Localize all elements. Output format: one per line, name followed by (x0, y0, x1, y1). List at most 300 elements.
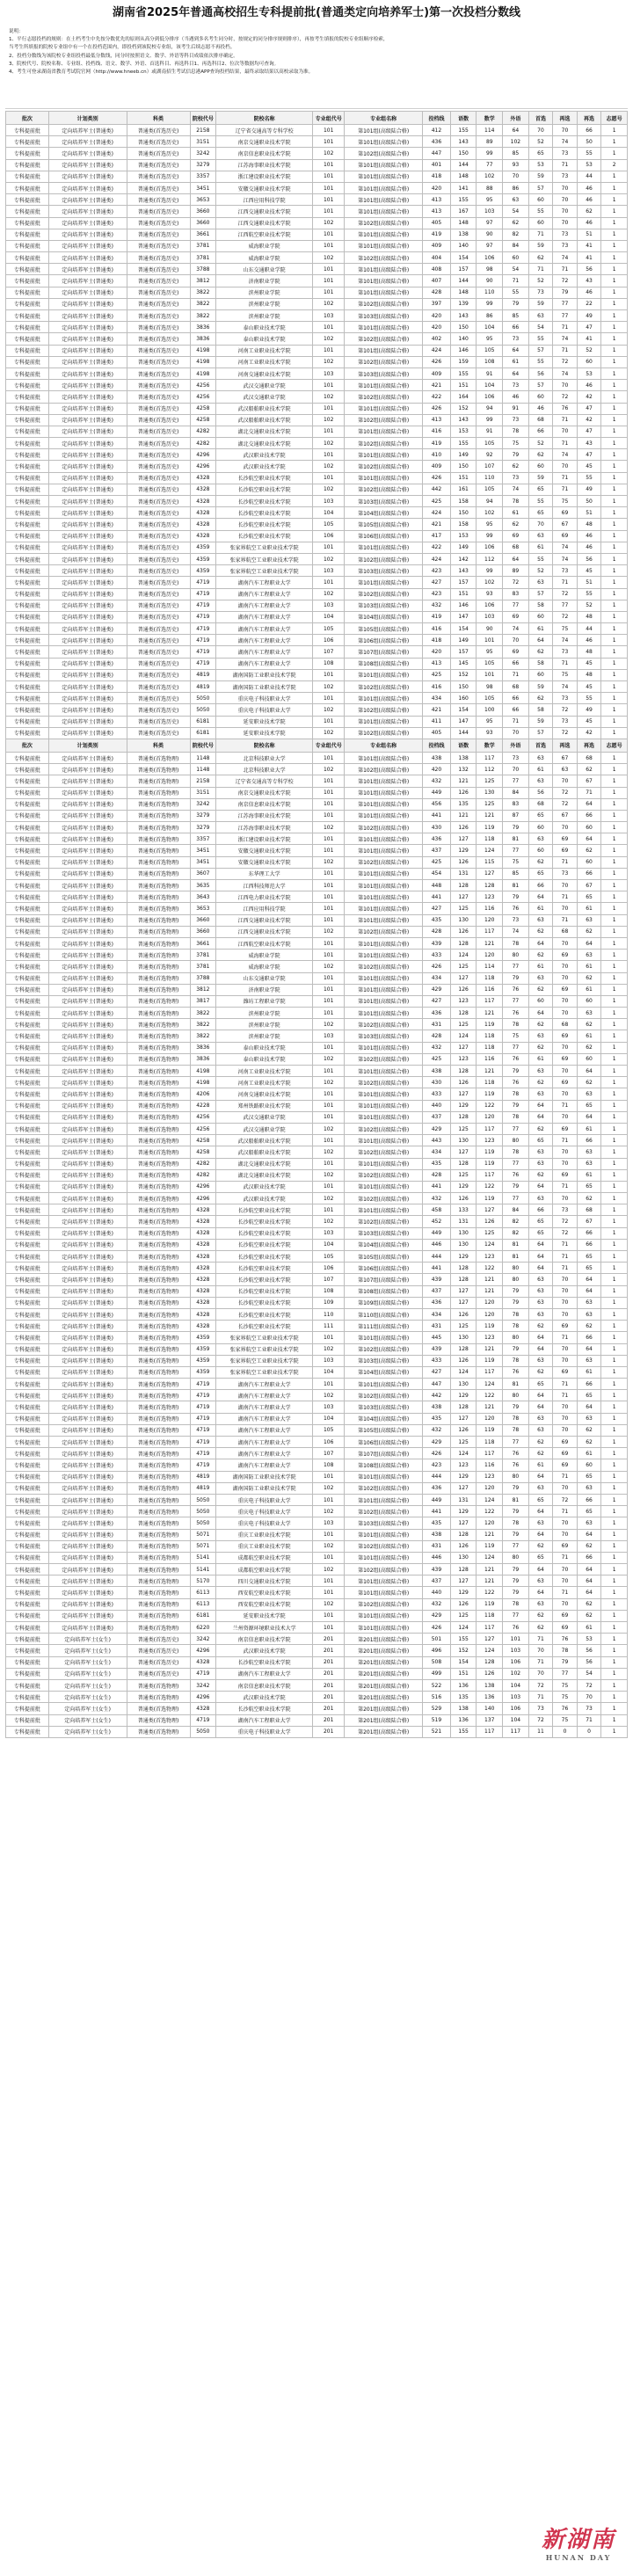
table-row (6, 1355, 628, 1366)
table-cell: 第101组(高级陆合格) (345, 1332, 423, 1343)
table-cell: 第101组(高级陆合格) (345, 868, 423, 879)
table-cell: 408 (423, 264, 451, 275)
table-cell: 101 (313, 845, 345, 856)
table-cell: 定向培养军士(普通类) (48, 635, 127, 646)
table-cell: 1 (601, 1169, 628, 1181)
table-cell: 定向培养军士(普通类) (48, 1158, 127, 1169)
table-cell: 78 (503, 496, 529, 507)
table-cell: 定向培养军士(普通类) (48, 565, 127, 577)
table-cell: 69 (553, 1123, 578, 1134)
table-row (6, 950, 628, 961)
table-row (6, 984, 628, 995)
table-cell: 53 (577, 1634, 601, 1645)
table-cell: 江苏海事职业技术学院 (216, 159, 313, 171)
table-cell: 70 (503, 727, 529, 739)
table-cell: 专科提前批 (6, 1193, 49, 1204)
table-cell: 101 (313, 1552, 345, 1563)
table-cell: 101 (313, 984, 345, 995)
table-cell: 普通类(首选物理) (127, 1622, 190, 1634)
table-cell: 第102组(高级陆合格) (345, 961, 423, 972)
table-cell: 专科提前批 (6, 1598, 49, 1610)
table-cell: 123 (450, 995, 477, 1007)
table-cell: 定向培养军士(普通类) (48, 1008, 127, 1019)
table-cell: 6220 (190, 1622, 216, 1634)
table-cell: 121 (477, 937, 503, 949)
table-cell: 武汉职业技术学院 (216, 449, 313, 461)
table-cell: 专科提前批 (6, 206, 49, 217)
column-header: 专业组名称 (345, 112, 423, 125)
table-cell: 53 (577, 159, 601, 171)
table-cell: 150 (450, 507, 477, 519)
table-cell: 定向培养军士(普通类) (48, 264, 127, 275)
table-cell: 440 (423, 1100, 451, 1111)
table-cell: 127 (450, 891, 477, 903)
table-cell: 62 (528, 1540, 553, 1552)
table-row (6, 704, 628, 716)
table-cell: 第102组(高级陆合格) (345, 553, 423, 564)
table-cell: 62 (577, 1540, 601, 1552)
table-row (6, 1379, 628, 1390)
table-cell: 117 (477, 1448, 503, 1459)
table-cell: 108 (313, 1459, 345, 1471)
table-cell: 71 (553, 914, 578, 926)
table-cell: 普通类(首选物理) (127, 1146, 190, 1158)
table-cell: 第101组(高级陆合格) (345, 182, 423, 193)
table-cell: 107 (313, 1274, 345, 1285)
table-row (6, 1158, 628, 1169)
table-cell: 60 (503, 252, 529, 264)
table-cell: 普通类(首选物理) (127, 810, 190, 821)
table-cell: 62 (528, 984, 553, 995)
table-cell: 101 (313, 136, 345, 148)
table-cell: 126 (450, 787, 477, 798)
table-cell: 135 (450, 798, 477, 810)
table-cell: 第101组(高级陆合格) (345, 798, 423, 810)
table-cell: 定向培养军士(普通类) (48, 972, 127, 984)
table-cell: 124 (477, 845, 503, 856)
table-cell: 101 (313, 1332, 345, 1343)
table-cell: 119 (477, 1146, 503, 1158)
table-cell: 60 (528, 995, 553, 1007)
table-cell: 专科提前批 (6, 600, 49, 611)
table-cell: 136 (450, 1714, 477, 1726)
table-cell: 112 (477, 764, 503, 775)
table-cell: 5141 (190, 1552, 216, 1563)
table-cell: 93 (503, 159, 529, 171)
table-cell: 64 (528, 1401, 553, 1413)
table-cell: 第101组(高级陆合格) (345, 937, 423, 949)
table-cell: 6113 (190, 1587, 216, 1598)
table-cell: 武汉船舶职业技术学院 (216, 1135, 313, 1146)
table-cell: 普通类(首选历史) (127, 125, 190, 136)
table-cell: 127 (477, 1204, 503, 1216)
table-cell: 第201组(高级陆合格) (345, 1692, 423, 1703)
table-cell: 77 (553, 298, 578, 309)
table-cell: 1 (601, 1703, 628, 1714)
table-cell: 江西交通职业技术学院 (216, 217, 313, 229)
table-cell: 第101组(高级陆合格) (345, 1066, 423, 1077)
table-cell: 武汉职业技术学院 (216, 1181, 313, 1192)
table-cell: 432 (423, 600, 451, 611)
table-cell: 101 (313, 775, 345, 787)
table-cell: 61 (577, 961, 601, 972)
table-row (6, 1692, 628, 1703)
table-row (6, 194, 628, 206)
table-cell: 111 (313, 1321, 345, 1332)
column-header: 科类 (127, 112, 190, 125)
notes-line: 3、院校代号、院校名称、专业组、投档线、语文、数学、外语、首选科目、再选科目1、再选科目2、位次等数据均可查询。 (9, 61, 280, 67)
table-cell: 424 (423, 345, 451, 356)
table-cell: 湖南国防工业职业技术学院 (216, 1482, 313, 1494)
table-cell: 70 (577, 1692, 601, 1703)
table-cell: 73 (553, 646, 578, 658)
table-cell: 江西航空职业技术学院 (216, 937, 313, 949)
table-cell: 普通类(首选物理) (127, 1332, 190, 1343)
table-cell: 99 (477, 565, 503, 577)
table-cell: 71 (553, 1100, 578, 1111)
table-cell: 1 (601, 148, 628, 159)
table-subheader-row (6, 739, 628, 752)
table-cell: 45 (577, 565, 601, 577)
table-cell: 105 (313, 1251, 345, 1263)
table-cell: 湖南汽车工程职业大学 (216, 611, 313, 622)
table-cell: 普通类(首选历史) (127, 588, 190, 600)
table-cell: 1 (601, 833, 628, 845)
table-cell: 62 (577, 845, 601, 856)
table-cell: 第101组(高级陆合格) (345, 194, 423, 206)
table-cell: 第101组(高级陆合格) (345, 950, 423, 961)
table-row (6, 1540, 628, 1552)
table-cell: 110 (313, 1308, 345, 1320)
table-cell: 第101组(高级陆合格) (345, 1042, 423, 1053)
table-cell: 66 (503, 322, 529, 333)
table-cell: 第104组(高级陆合格) (345, 611, 423, 622)
table-cell: 第109组(高级陆合格) (345, 1297, 423, 1308)
table-cell: 普通类(首选历史) (127, 646, 190, 658)
table-cell: 95 (477, 194, 503, 206)
column-header: 专业组名称 (345, 739, 423, 752)
table-cell: 普通类(首选历史) (127, 542, 190, 553)
table-cell: 第101组(高级陆合格) (345, 752, 423, 763)
table-row (6, 530, 628, 542)
table-cell: 78 (503, 1321, 529, 1332)
table-cell: 普通类(首选历史) (127, 530, 190, 542)
table-cell: 124 (450, 1622, 477, 1634)
table-cell: 151 (450, 380, 477, 391)
table-cell: 定向培养军士(普通类) (48, 600, 127, 611)
table-cell: 63 (528, 1066, 553, 1077)
table-cell: 64 (577, 1111, 601, 1123)
table-cell: 第101组(高级陆合格) (345, 1379, 423, 1390)
table-cell: 72 (553, 798, 578, 810)
table-cell: 64 (528, 1471, 553, 1482)
table-cell: 73 (528, 287, 553, 298)
table-cell: 1 (601, 403, 628, 414)
table-cell: 定向培养军士(普通类) (48, 310, 127, 322)
table-cell: 张家界航空工业职业技术学院 (216, 1343, 313, 1355)
table-cell: 4296 (190, 1181, 216, 1192)
table-cell: 普通类(首选历史) (127, 669, 190, 680)
table-cell: 1 (601, 1634, 628, 1645)
table-cell: 397 (423, 298, 451, 309)
table-row (6, 1111, 628, 1123)
table-cell: 522 (423, 1679, 451, 1691)
table-cell: 专科提前批 (6, 845, 49, 856)
table-cell: 420 (423, 182, 451, 193)
table-cell: 普通类(首选物理) (127, 1227, 190, 1239)
table-cell: 422 (423, 391, 451, 403)
table-cell: 83 (503, 588, 529, 600)
table-cell: 435 (423, 1158, 451, 1169)
table-cell: 普通类(首选历史) (127, 206, 190, 217)
table-cell: 江西交通职业技术学院 (216, 914, 313, 926)
table-cell: 湖北交通职业技术学院 (216, 1158, 313, 1169)
table-cell: 普通类(首选物理) (127, 1123, 190, 1134)
table-cell: 61 (577, 1448, 601, 1459)
table-cell: 威海职业学院 (216, 252, 313, 264)
table-cell: 普通类(首选物理) (127, 1424, 190, 1436)
table-cell: 102 (313, 438, 345, 449)
table-cell: 413 (423, 194, 451, 206)
table-cell: 4819 (190, 1471, 216, 1482)
table-cell: 118 (477, 1610, 503, 1621)
table-cell: 70 (553, 461, 578, 472)
table-cell: 1 (601, 356, 628, 367)
table-cell: 第103组(高级陆合格) (345, 1517, 423, 1529)
table-cell: 1 (601, 950, 628, 961)
table-cell: 55 (528, 496, 553, 507)
table-cell: 70 (553, 1285, 578, 1297)
table-cell: 452 (423, 1216, 451, 1227)
table-cell: 86 (503, 182, 529, 193)
table-cell: 普通类(首选物理) (127, 1726, 190, 1737)
table-cell: 定向培养军士(普通类) (48, 1332, 127, 1343)
table-cell: 长沙航空职业技术学院 (216, 1251, 313, 1263)
table-cell: 101 (503, 1634, 529, 1645)
table-cell: 山东交通职业学院 (216, 264, 313, 275)
table-cell: 101 (313, 810, 345, 821)
table-cell: 普通类(首选历史) (127, 333, 190, 345)
table-cell: 第101组(高级陆合格) (345, 880, 423, 891)
table-cell: 定向培养军士(普通类) (48, 1088, 127, 1100)
table-cell: 安徽交通职业技术学院 (216, 845, 313, 856)
table-cell: 154 (450, 252, 477, 264)
table-cell: 55 (528, 356, 553, 367)
table-cell: 普通类(首选物理) (127, 1390, 190, 1401)
table-cell: 专科提前批 (6, 716, 49, 727)
table-cell: 148 (450, 171, 477, 182)
table-cell: 108 (313, 1285, 345, 1297)
table-cell: 63 (528, 1088, 553, 1100)
table-cell: 50 (577, 496, 601, 507)
table-cell: 122 (477, 1181, 503, 1192)
table-cell: 94 (477, 403, 503, 414)
table-cell: 1 (601, 229, 628, 240)
table-cell: 1 (601, 380, 628, 391)
table-cell: 441 (423, 1506, 451, 1517)
table-cell: 长沙航空职业技术学院 (216, 496, 313, 507)
table-cell: 江西电力职业技术学院 (216, 891, 313, 903)
table-cell: 127 (450, 1042, 477, 1053)
table-cell: 定向培养军士(普通类) (48, 345, 127, 356)
table-row (6, 542, 628, 553)
table-cell: 70 (503, 171, 529, 182)
table-cell: 201 (313, 1679, 345, 1691)
table-cell: 56 (577, 553, 601, 564)
table-cell: 440 (423, 1587, 451, 1598)
table-cell: 124 (450, 950, 477, 961)
table-cell: 101 (313, 449, 345, 461)
table-cell: 71 (577, 787, 601, 798)
table-cell: 456 (423, 798, 451, 810)
table-cell: 4819 (190, 1482, 216, 1494)
table-cell: 79 (553, 1656, 578, 1668)
table-cell: 1 (601, 577, 628, 588)
table-cell: 专科提前批 (6, 1645, 49, 1656)
table-cell: 126 (450, 856, 477, 868)
table-cell: 普通类(首选物理) (127, 1066, 190, 1077)
table-cell: 67 (553, 810, 578, 821)
table-cell: 4819 (190, 669, 216, 680)
table-cell: 64 (577, 833, 601, 845)
table-cell: 定向培养军士(女生) (48, 1679, 127, 1691)
notes-line: 4、考生可登录湖南省教育考试院官网（http://www.hneeb.cn）或湖南招生考试信息港APP查询投档结果，最终录取结果以高校录取为准。 (9, 69, 314, 76)
table-cell: 63 (528, 310, 553, 322)
table-cell: 62 (577, 926, 601, 937)
table-row (6, 1494, 628, 1505)
table-cell: 1 (601, 1019, 628, 1030)
table-cell: 定向培养军士(普通类) (48, 1343, 127, 1355)
table-cell: 定向培养军士(普通类) (48, 148, 127, 159)
table-cell: 101 (313, 995, 345, 1007)
table-row (6, 182, 628, 193)
table-row (6, 1517, 628, 1529)
table-cell: 专科提前批 (6, 565, 49, 577)
table-cell: 专科提前批 (6, 1703, 49, 1714)
table-cell: 普通类(首选物理) (127, 1366, 190, 1378)
table-cell: 南京交通职业技术学院 (216, 136, 313, 148)
table-cell: 46 (577, 182, 601, 193)
table-cell: 定向培养军士(普通类) (48, 380, 127, 391)
table-cell: 78 (503, 1308, 529, 1320)
table-cell: 102 (477, 577, 503, 588)
table-cell: 第102组(高级陆合格) (345, 1540, 423, 1552)
table-cell: 3607 (190, 868, 216, 879)
table-cell: 3653 (190, 903, 216, 914)
table-cell: 61 (528, 961, 553, 972)
table-row (6, 1263, 628, 1274)
table-cell: 67 (553, 752, 578, 763)
table-cell: 62 (577, 1321, 601, 1332)
table-cell: 66 (577, 1227, 601, 1239)
table-cell: 1 (601, 1204, 628, 1216)
table-cell: 69 (553, 1437, 578, 1448)
table-cell: 436 (423, 1482, 451, 1494)
table-cell: 55 (503, 287, 529, 298)
table-cell: 61 (577, 1366, 601, 1378)
table-cell: 4719 (190, 623, 216, 635)
table-cell: 第201组(高级陆合格) (345, 1679, 423, 1691)
table-cell: 第101组(高级陆合格) (345, 229, 423, 240)
table-cell: 江西交通职业技术学院 (216, 206, 313, 217)
table-cell: 西安航空职业技术学院 (216, 1587, 313, 1598)
table-cell: 46 (577, 635, 601, 646)
table-cell: 湖南汽车工程职业大学 (216, 1448, 313, 1459)
table-cell: 定向培养军士(普通类) (48, 1181, 127, 1192)
table-cell: 普通类(首选物理) (127, 950, 190, 961)
table-row (6, 669, 628, 680)
table-cell: 4328 (190, 1285, 216, 1297)
table-cell: 3781 (190, 961, 216, 972)
table-cell: 3242 (190, 148, 216, 159)
table-cell: 1 (601, 1285, 628, 1297)
table-cell: 江西航空职业技术学院 (216, 229, 313, 240)
table-cell: 441 (423, 891, 451, 903)
table-row (6, 298, 628, 309)
table-cell: 专科提前批 (6, 577, 49, 588)
table-cell: 1 (601, 1308, 628, 1320)
table-cell: 第201组(高级陆合格) (345, 1634, 423, 1645)
table-row (6, 1679, 628, 1691)
table-cell: 104 (477, 322, 503, 333)
table-cell: 普通类(首选物理) (127, 1204, 190, 1216)
table-cell: 定向培养军士(普通类) (48, 1379, 127, 1390)
table-cell: 93 (477, 588, 503, 600)
table-cell: 79 (503, 1575, 529, 1587)
table-cell: 61 (528, 1459, 553, 1471)
table-row (6, 1088, 628, 1100)
table-cell: 3660 (190, 217, 216, 229)
table-cell: 62 (528, 1123, 553, 1134)
table-cell: 65 (528, 484, 553, 495)
table-cell: 1 (601, 903, 628, 914)
table-cell: 专科提前批 (6, 1263, 49, 1274)
table-cell: 专科提前批 (6, 1679, 49, 1691)
table-cell: 128 (477, 880, 503, 891)
table-cell: 101 (477, 669, 503, 680)
table-cell: 64 (528, 937, 553, 949)
table-cell: 127 (450, 1146, 477, 1158)
table-cell: 江西科技师范大学 (216, 880, 313, 891)
table-cell: 3822 (190, 287, 216, 298)
table-cell: 6113 (190, 1598, 216, 1610)
table-cell: 专科提前批 (6, 1088, 49, 1100)
table-cell: 专科提前批 (6, 1100, 49, 1111)
table-cell: 普通类(首选历史) (127, 322, 190, 333)
table-cell: 63 (528, 577, 553, 588)
table-cell: 1 (601, 1042, 628, 1053)
column-header: 语数 (450, 112, 477, 125)
table-cell: 101 (313, 1610, 345, 1621)
table-cell: 73 (553, 240, 578, 251)
table-cell: 1 (601, 1598, 628, 1610)
table-cell: 1 (601, 658, 628, 669)
table-cell: 117 (477, 1366, 503, 1378)
table-cell: 专科提前批 (6, 367, 49, 379)
table-cell: 58 (528, 704, 553, 716)
table-cell: 71 (503, 716, 529, 727)
table-cell: 72 (553, 1494, 578, 1505)
table-cell: 70 (553, 775, 578, 787)
table-cell: 413 (423, 414, 451, 426)
table-row (6, 1216, 628, 1227)
table-cell: 张家界航空工业职业技术学院 (216, 1366, 313, 1378)
table-cell: 119 (477, 1598, 503, 1610)
table-cell: 定向培养军士(普通类) (48, 1251, 127, 1263)
table-cell: 45 (577, 681, 601, 693)
table-row (6, 229, 628, 240)
table-cell: 131 (450, 1494, 477, 1505)
